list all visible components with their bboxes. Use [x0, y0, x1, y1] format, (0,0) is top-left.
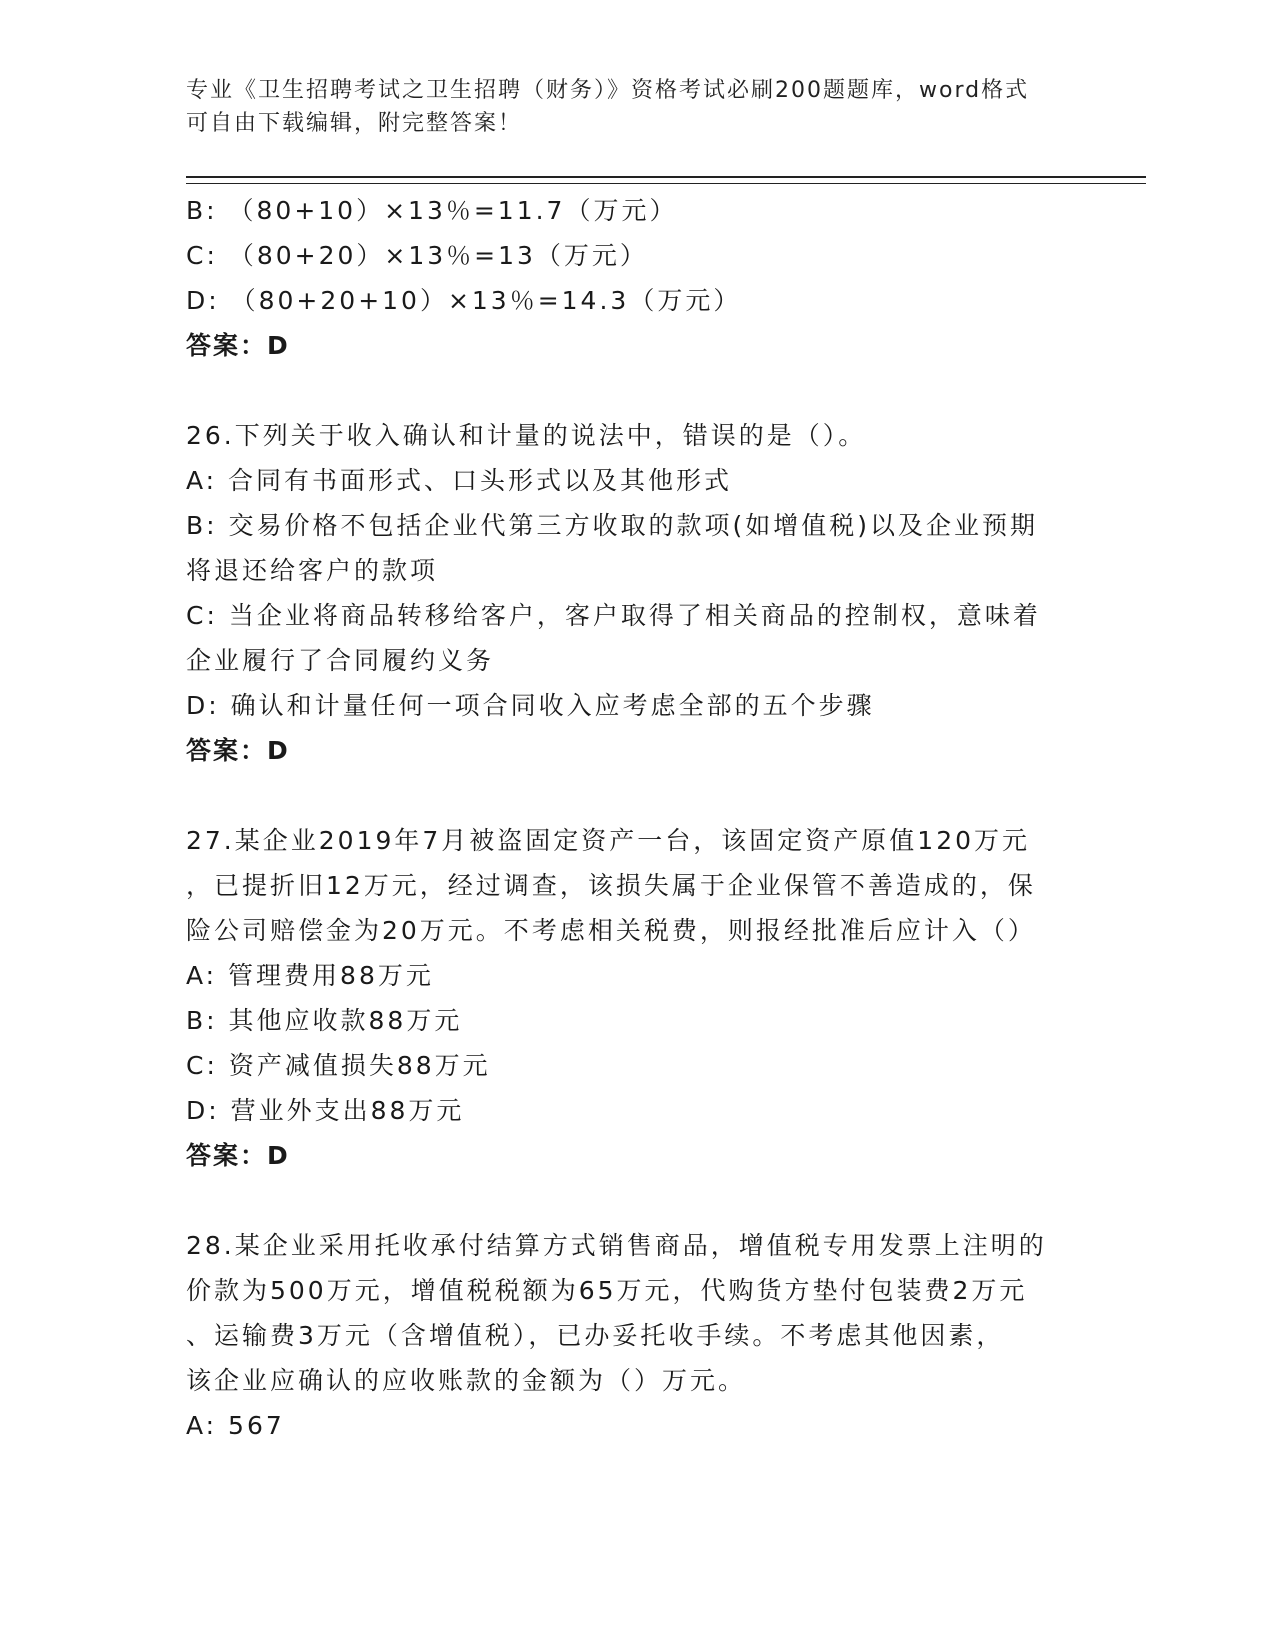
- spacer: [186, 1178, 1086, 1223]
- question-stem: 27.某企业2019年7月被盗固定资产一台，该固定资产原值120万元: [186, 826, 1031, 855]
- spacer: [186, 368, 1086, 413]
- question-stem-continued: 险公司赔偿金为20万元。不考虑相关税费，则报经批准后应计入（）: [186, 916, 1036, 945]
- question-stem-continued: 、运输费3万元（含增值税），已办妥托收手续。不考虑其他因素，: [186, 1321, 1005, 1350]
- answer: 答案：D: [186, 736, 290, 765]
- option-b: B: （80+10）×13％=11.7（万元）: [186, 196, 678, 225]
- option-d: D: 营业外支出88万元: [186, 1096, 465, 1125]
- header-divider: [186, 176, 1146, 184]
- header-line-1: 专业《卫生招聘考试之卫生招聘（财务）》资格考试必刷200题题库，word格式: [186, 78, 1030, 103]
- question-25: [186, 188, 1086, 368]
- option-a: A: 567: [186, 1411, 285, 1440]
- question-stem-continued: ，已提折旧12万元，经过调查，该损失属于企业保管不善造成的，保: [186, 871, 1036, 900]
- header-line-2: 可自由下载编辑，附完整答案！: [186, 111, 523, 136]
- answer: 答案：D: [186, 1141, 290, 1170]
- question-26: [186, 413, 1086, 773]
- option-c: C: 资产减值损失88万元: [186, 1051, 491, 1080]
- question-28: [186, 1223, 1086, 1448]
- document-body: [186, 188, 1086, 1448]
- option-c: C: （80+20）×13％=13（万元）: [186, 241, 648, 270]
- question-stem: 26.下列关于收入确认和计量的说法中，错误的是（）。: [186, 421, 867, 450]
- option-d: D: 确认和计量任何一项合同收入应考虑全部的五个步骤: [186, 691, 875, 720]
- option-b: B: 其他应收款88万元: [186, 1006, 463, 1035]
- option-b-continued: 将退还给客户的款项: [186, 556, 439, 585]
- page-header: [186, 74, 1066, 140]
- option-b: B: 交易价格不包括企业代第三方收取的款项(如增值税)以及企业预期: [186, 511, 1039, 540]
- question-stem: 28.某企业采用托收承付结算方式销售商品，增值税专用发票上注明的: [186, 1231, 1047, 1260]
- option-a: A: 合同有书面形式、口头形式以及其他形式: [186, 466, 733, 495]
- spacer: [186, 773, 1086, 818]
- option-c: C: 当企业将商品转移给客户，客户取得了相关商品的控制权，意味着: [186, 601, 1041, 630]
- option-c-continued: 企业履行了合同履约义务: [186, 646, 495, 675]
- answer: 答案：D: [186, 331, 290, 360]
- question-27: [186, 818, 1086, 1178]
- option-d: D: （80+20+10）×13％=14.3（万元）: [186, 286, 742, 315]
- option-a: A: 管理费用88万元: [186, 961, 434, 990]
- question-stem-continued: 价款为500万元，增值税税额为65万元，代购货方垫付包装费2万元: [186, 1276, 1028, 1305]
- question-stem-continued: 该企业应确认的应收账款的金额为（）万元。: [186, 1366, 747, 1395]
